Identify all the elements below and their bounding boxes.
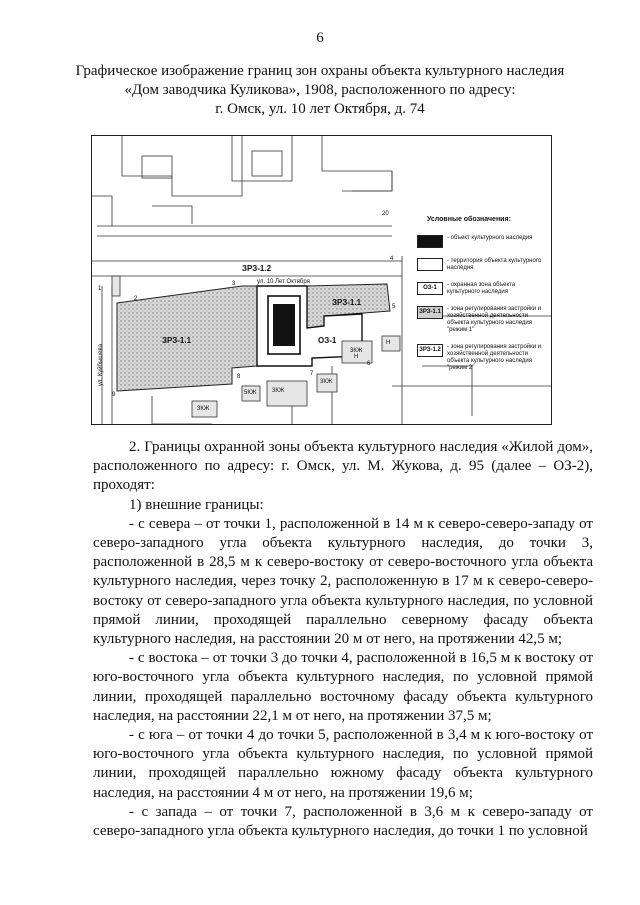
paragraph-east: - с востока – от точки 3 до точки 4, расположенной в 16,5 м к востоку от юго-восточного угла объекта культурного наследия, по условной прямой линии, проходящей параллельно восточному фасаду объекта культурного наследия, на расстоянии 22,1 м от него, на протяжении 37,5 м; bbox=[93, 650, 593, 724]
legend-swatch-object bbox=[417, 235, 443, 248]
title-line-3: г. Омск, ул. 10 лет Октября, д. 74 bbox=[215, 101, 425, 117]
legend-item-object bbox=[417, 235, 547, 248]
street-label-kuibysheva: ул. Куйбышева bbox=[98, 344, 104, 386]
legend-swatch-zrz-1-2: ЗРЗ-1.2 bbox=[417, 344, 443, 357]
building-tag: Н bbox=[354, 354, 359, 360]
zone-label-zrz-1-2: ЗРЗ-1.2 bbox=[242, 264, 272, 273]
legend-swatch-zrz-1-1: ЗРЗ-1.1 bbox=[417, 306, 443, 319]
paragraph-oz-2-intro: 2. Границы охранной зоны объекта культурного наследия «Жилой дом», расположенного по адресу: г. Омск, ул. М. Жукова, д. 95 (далее – ОЗ-2), проходят: bbox=[93, 439, 593, 494]
point-number: 20 bbox=[382, 211, 389, 217]
point-number: 6 bbox=[367, 361, 371, 367]
legend-item-zrz-1-2 bbox=[417, 344, 547, 372]
street-label-oktyabrya: ул. 10 Лет Октября bbox=[257, 279, 310, 285]
title-line-2: «Дом заводчика Куликова», 1908, расположенного по адресу: bbox=[124, 82, 516, 98]
point-number: 7 bbox=[310, 371, 314, 377]
legend-item-territory bbox=[417, 258, 547, 272]
heritage-object bbox=[273, 304, 295, 346]
legend-text: - объект культурного наследия bbox=[447, 235, 533, 241]
legend-item-oz bbox=[417, 282, 547, 296]
building-tag: 5КЖ bbox=[244, 390, 257, 396]
page-number: 6 bbox=[316, 30, 324, 46]
body-text bbox=[93, 438, 593, 841]
zone-label-zrz-1-1-right: ЗРЗ-1.1 bbox=[332, 298, 362, 307]
title-line-1: Графическое изображение границ зон охраны объекта культурного наследия bbox=[75, 63, 565, 79]
point-number: 1 bbox=[98, 286, 102, 292]
paragraph-north: - с севера – от точки 1, расположенной в 14 м к северо-северо-западу от северо-западного угла объекта культурного наследия, до точки 3, расположенной в 28,5 м к северо-востоку от северо-восточного угла объекта культурного наследия, через точку 2, расположенную в 17 м к северо-северо-востоку от северо-западного угла объекта культурного наследия, по условной прямой линии, проходящей параллельно северному фасаду объекта культурного наследия, на расстоянии 20 м от него, на протяжении 42,5 м; bbox=[93, 515, 593, 648]
legend-text: - охранная зона объекта культурного наследия bbox=[447, 282, 516, 295]
map-legend bbox=[417, 216, 547, 382]
point-number: 3 bbox=[232, 281, 236, 287]
legend-text: - зона регулирования застройки и хозяйственной деятельности объекта культурного наследия "режим 2" bbox=[447, 344, 542, 371]
building-tag: 3КЖ bbox=[320, 379, 333, 385]
legend-text: - зона регулирования застройки и хозяйственной деятельности объекта культурного наследия "режим 1" bbox=[447, 306, 542, 333]
paragraph-outer-borders: 1) внешние границы: bbox=[129, 496, 264, 513]
paragraph-south: - с юга – от точки 4 до точки 5, расположенной в 3,4 м к юго-востоку от юго-восточного угла объекта культурного наследия, по условной прямой линии, проходящей параллельно южному фасаду объекта культурного наследия, на расстоянии 4 м от него, на протяжении 19,6 м; bbox=[93, 727, 593, 801]
point-number: 9 bbox=[112, 392, 116, 398]
zone-label-zrz-1-1-left: ЗРЗ-1.1 bbox=[162, 336, 192, 345]
building-tag: 3КЖ bbox=[197, 406, 210, 412]
zone-map bbox=[91, 135, 552, 425]
point-number: 2 bbox=[134, 296, 138, 302]
point-number: 8 bbox=[237, 374, 241, 380]
legend-title: Условные обозначения: bbox=[427, 216, 511, 223]
document-title bbox=[60, 62, 580, 119]
point-number: 4 bbox=[390, 256, 394, 262]
legend-swatch-territory bbox=[417, 258, 443, 271]
zone-label-oz-1: ОЗ-1 bbox=[318, 336, 337, 345]
building-tag: Н bbox=[386, 340, 391, 346]
legend-text: - территория объекта культурного наследия bbox=[447, 258, 542, 271]
legend-swatch-oz: ОЗ-1 bbox=[417, 282, 443, 295]
point-number: 5 bbox=[392, 304, 396, 310]
building-tag: 3КЖ bbox=[272, 388, 285, 394]
building-tag: 3КЖ bbox=[350, 348, 363, 354]
legend-item-zrz-1-1 bbox=[417, 306, 547, 334]
paragraph-west: - с запада – от точки 7, расположенной в 3,6 м к северо-западу от северо-западного угла объекта культурного наследия, до точки 1 по условной bbox=[93, 803, 593, 840]
